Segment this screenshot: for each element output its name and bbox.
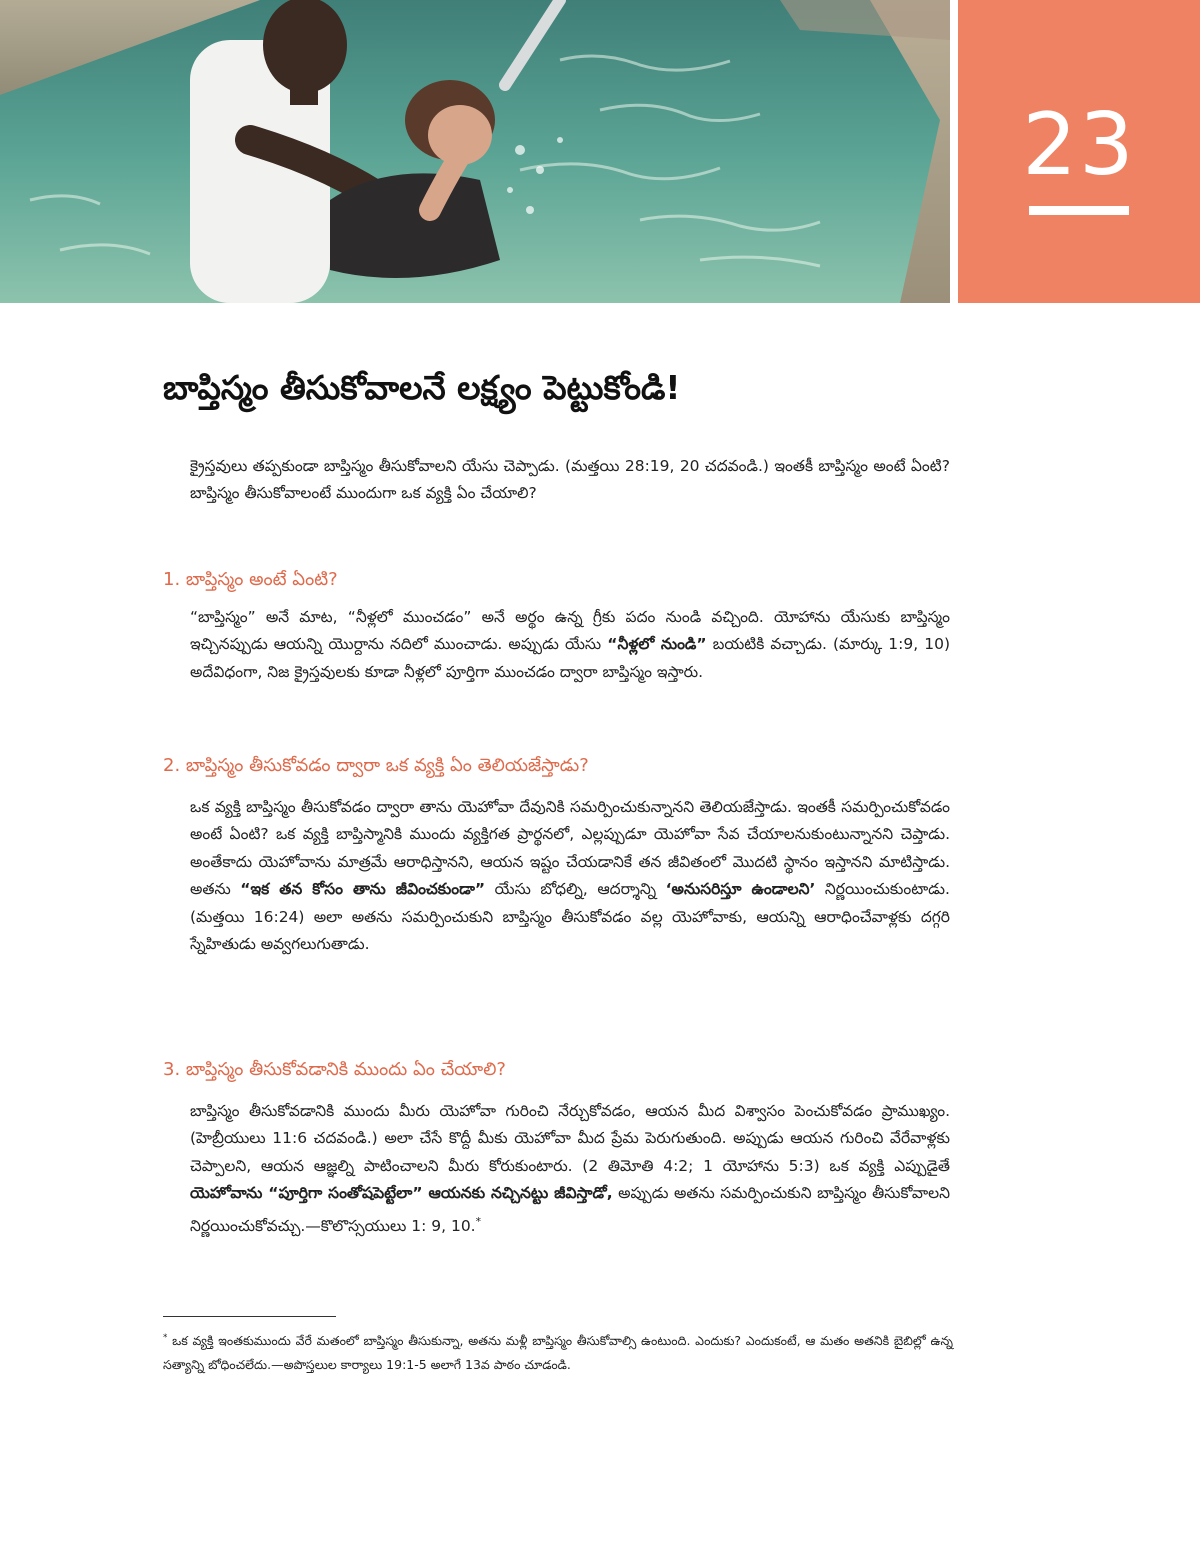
section-1-bold-a: “నీళ్లలో నుండి”	[607, 635, 707, 654]
section-3-paragraph	[190, 1098, 950, 1240]
footnote-text: ఒక వ్యక్తి ఇంతకుముందు వేరే మతంలో బాప్తిస్మం తీసుకున్నా, అతను మళ్లీ బాప్తిస్మం తీసుకోవాల్సి ఉంటుంది. ఎందుకు? ఎందుకంటే, ఆ మతం అతనికి బైబిల్లో ఉన్న సత్యాన్ని బోధించలేదు.—అపొస్తలుల కార్యాలు 19:1-5 అలాగే 13వ పాఠం చూడండి.	[163, 1333, 953, 1373]
section-2-paragraph	[190, 794, 950, 958]
section-1-text-a: “బాప్తిస్మం” అనే మాట, “నీళ్లలో ముంచడం” అనే అర్థం ఉన్న గ్రీకు పదం నుండి వచ్చింది. యోహాను యేసుకు బాప్తిస్మం ఇచ్చినప్పుడు ఆయన్ని యొర్దాను నదిలో ముంచాడు. అప్పుడు యేసు	[190, 608, 950, 654]
baptism-photo-illustration	[0, 0, 950, 303]
intro-paragraph: క్రైస్తవులు తప్పకుండా బాప్తిస్మం తీసుకోవాలని యేసు చెప్పాడు. (మత్తయి 28:19, 20 చదవండి.) ఇంతకీ బాప్తిస్మం అంటే ఏంటి? బాప్తిస్మం తీసుకోవాలంటే ముందుగా ఒక వ్యక్తి ఏం చేయాలి?	[190, 457, 950, 503]
footnote	[163, 1326, 953, 1377]
footnote-divider	[163, 1316, 336, 1317]
section-3-text-a: బాప్తిస్మం తీసుకోవడానికి ముందు మీరు యెహోవా గురించి నేర్చుకోవడం, ఆయన మీద విశ్వాసం పెంచుకోవడం ప్రాముఖ్యం. (హెబ్రీయులు 11:6 చదవండి.) అలా చేసే కొద్దీ మీకు యెహోవా మీద ప్రేమ పెరుగుతుంది. అప్పుడు ఆయన గురించి వేరేవాళ్లకు చెప్పాలని, ఆయన ఆజ్ఞల్ని పాటించాలని మీరు కోరుకుంటారు. (2 తిమోతి 4:2; 1 యోహాను 5:3) ఒక వ్యక్తి ఎప్పుడైతే	[190, 1102, 950, 1175]
section-2-bold-b: ‘అనుసరిస్తూ ఉండాలని’	[665, 880, 816, 899]
section-2-text-c: నిర్ణయించుకుంటాడు. (మత్తయి 16:24) అలా అతను సమర్పించుకుని బాప్తిస్మం తీసుకోవడం వల్ల యెహోవాకు, ఆయన్ని ఆరాధించేవాళ్లకు దగ్గరి స్నేహితుడు అవ్వగలుగుతాడు.	[190, 880, 950, 954]
footnote-mark: *	[163, 1333, 168, 1343]
section-3-heading: 3. బాప్తిస్మం తీసుకోవడానికి ముందు ఏం చేయాలి?	[163, 1059, 506, 1080]
section-1-text-b: బయటికి వచ్చాడు. (మార్కు 1:9, 10) అదేవిధంగా, నిజ క్రైస్తవులకు కూడా నీళ్లలో పూర్తిగా ముంచడం ద్వారా బాప్తిస్మం ఇస్తారు.	[190, 635, 950, 681]
section-2-heading: 2. బాప్తిస్మం తీసుకోవడం ద్వారా ఒక వ్యక్తి ఏం తెలియజేస్తాడు?	[163, 755, 589, 776]
lesson-number-underline	[1029, 206, 1129, 215]
section-2-bold-a: “ఇక తన కోసం తాను జీవించకుండా”	[240, 880, 486, 899]
header-photo	[0, 0, 950, 303]
lesson-number: 23	[1022, 95, 1136, 195]
section-2-text-b: యేసు బోధల్ని, ఆదర్శాన్ని	[494, 880, 657, 899]
page-title: బాప్తిస్మం తీసుకోవాలనే లక్ష్యం పెట్టుకోండి!	[163, 368, 681, 407]
section-1-heading: 1. బాప్తిస్మం అంటే ఏంటి?	[163, 569, 338, 590]
section-3-bold-a: యెహోవాను “పూర్తిగా సంతోషపెట్టేలా” ఆయనకు నచ్చినట్టు జీవిస్తాడో,	[190, 1184, 613, 1203]
lesson-number-badge	[958, 0, 1200, 303]
section-3-text-b: అప్పుడు అతను సమర్పించుకుని బాప్తిస్మం తీసుకోవాలని నిర్ణయించుకోవచ్చు.—కొలొస్సయులు 1: 9, 10.	[190, 1184, 950, 1235]
footnote-reference-mark[interactable]: *	[475, 1214, 482, 1228]
section-2-text-a: ఒక వ్యక్తి బాప్తిస్మం తీసుకోవడం ద్వారా తాను యెహోవా దేవునికి సమర్పించుకున్నానని తెలియజేస్తాడు. ఇంతకీ సమర్పించుకోవడం అంటే ఏంటి? ఒక వ్యక్తి బాప్తిస్మానికి ముందు వ్యక్తిగత ప్రార్థనలో, ఎల్లప్పుడూ యెహోవా సేవ చేయాలనుకుంటున్నానని చెప్తాడు. అంతేకాదు యెహోవాను మాత్రమే ఆరాధిస్తానని, ఆయన ఇష్టం చేయడానికే తన జీవితంలో మొదటి స్థానం ఇస్తానని మాటిస్తాడు. అతను	[190, 798, 950, 899]
section-1-paragraph	[190, 604, 950, 686]
